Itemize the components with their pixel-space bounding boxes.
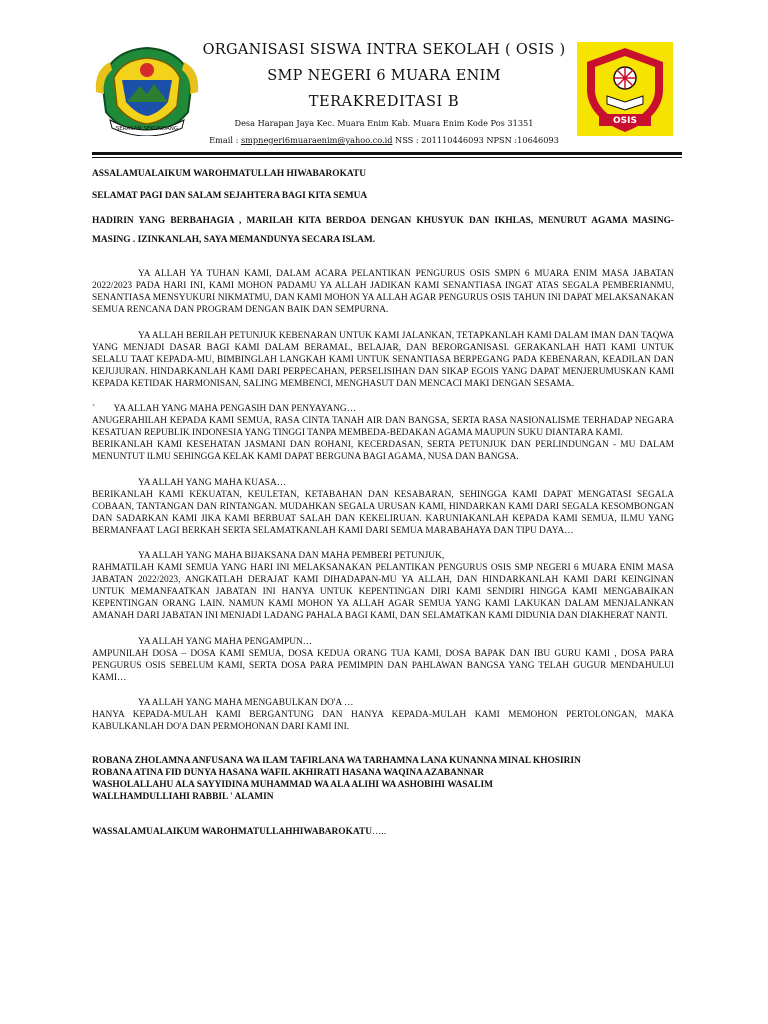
header-divider-thick <box>92 152 682 155</box>
closing-line-4: WALLHAMDULLIAHI RABBIL ' ALAMIN <box>92 792 274 803</box>
final-salam-tail: ….. <box>371 826 387 837</box>
greeting-selamat-pagi: SELAMAT PAGI DAN SALAM SEJAHTERA BAGI KITA SEMUA <box>92 191 368 202</box>
paragraph-6-heading: YA ALLAH YANG MAHA PENGAMPUN… <box>138 636 313 647</box>
paragraph-3-heading: ` YA ALLAH YANG MAHA PENGASIH DAN PENYAYANG… <box>92 404 357 415</box>
paragraph-2: YA ALLAH BERILAH PETUNJUK KEBENARAN UNTUK KAMI JALANKAN, TETAPKANLAH KAMI DALAM IMAN DAN TAQWA YANG MENJADI DASAR BAGI KAMI DALAM BERAMAL, BELAJAR, DAN BERORGANISASI. GERAKANLAH HATI KAMI UNTUK SELALU TAAT KEPADA-MU, BIMBINGLAH LANGKAH KAMI UNTUK SENANTIASA BERPEGANG PADA KEBENARAN, KEADILAN DAN KEJUJURAN. HINDARKANLAH KAMI DARI PERPECAHAN, PERSELISIHAN DAN SIKAP EGOIS YANG DAPAT MENJERUMUSKAN KAMI KEPADA KETIDAK HARMONISAN, SALING MEMBENCI, MENGHASUT DAN MENCACI MAKI DENGAN SESAMA. <box>92 330 674 389</box>
final-salam-text: WASSALAMUALAIKUM WAROHMATULLAHHIWABAROKATU <box>92 826 372 837</box>
paragraph-5-heading: YA ALLAH YANG MAHA BIJAKSANA DAN MAHA PEMBERI PETUNJUK, <box>138 550 445 561</box>
closing-line-2: ROBANA ATINA FID DUNYA HASANA WAFIL AKHIRATI HASANA WAQINA AZABANNAR <box>92 768 484 779</box>
contact-line <box>0 135 768 145</box>
greeting-salam: ASSALAMUALAIKUM WAROHMATULLAH HIWABAROKATU <box>92 169 366 179</box>
final-salam <box>92 826 674 838</box>
paragraph-4: BERIKANLAH KAMI KEKUATAN, KEULETAN, KETABAHAN DAN KESABARAN, SEHINGGA KAMI DAPAT MENGATASI SEGALA COBAAN, TANTANGAN DAN RINTANGAN. MUDAHKAN SEGALA URUSAN KAMI, HINDARKAN KAMI DARI SEGALA KESOMBONGAN DAN SADARKAN KAMI JIKA KAMI BERBUAT SALAH DAN KEKELIRUAN. KARUNIAKANLAH KEPADA KAMI SEMUA, ILMU YANG BERMANFAAT LAGI BERKAH SERTA SELAMATKANLAH KAMI DARI SEMUA MARABAHAYA DAN TIPU DAYA… <box>92 489 674 536</box>
organization-title: ORGANISASI SISWA INTRA SEKOLAH ( OSIS ) <box>202 42 566 58</box>
paragraph-7-heading: YA ALLAH YANG MAHA MENGABULKAN DO'A … <box>138 697 354 708</box>
email-label: Email : <box>209 135 241 145</box>
paragraph-3a: ANUGERAHILAH KEPADA KAMI SEMUA, RASA CINTA TANAH AIR DAN BANGSA, SERTA RASA NASIONALISME TERHADAP NEGARA KESATUAN REPUBLIK INDONESIA YANG TINGGI TANPA MEMBEDA-BEDAKAN AGAMA MAUPUN SUKU DIANTARA KAMI. <box>92 416 674 439</box>
paragraph-1: YA ALLAH YA TUHAN KAMI, DALAM ACARA PELANTIKAN PENGURUS OSIS SMPN 6 MUARA ENIM MASA JABATAN 2022/2023 PADA HARI INI, KAMI MOHON PADAMU YA ALLAH JADIKAN KAMI SENANTIASA INGAT ATAS SEGALA PEMBERIANMU, SENANTIASA MENSYUKURI NIKMATMU, DAN KAMI MOHON YA ALLAH AGAR PENGURUS OSIS TAHUN INI DAPAT MELAKSANAKAN SEMUA RENCANA DAN PROGRAM DENGAN BAIK DAN SEMPURNA. <box>92 269 674 316</box>
email-link[interactable]: smpnegeri6muaraenim@yahoo.co.id <box>240 135 393 145</box>
greeting-hadirin: HADIRIN YANG BERBAHAGIA , MARILAH KITA BERDOA DENGAN KHUSYUK DAN IKHLAS, MENURUT AGAMA MASING- MASING . IZINKANLAH, SAYA MEMANDUNYA SECARA ISLAM. <box>92 216 674 246</box>
letterhead <box>0 0 768 160</box>
osis-logo-icon <box>577 42 673 136</box>
accreditation-status: TERAKREDITASI B <box>308 94 460 110</box>
paragraph-4-heading: YA ALLAH YANG MAHA KUASA… <box>138 477 287 488</box>
closing-line-1: ROBANA ZHOLAMNA ANFUSANA WA ILAM TAFIRLANA WA TARHAMNA LANA KUNANNA MINAL KHOSIRIN <box>92 756 581 767</box>
paragraph-6: AMPUNILAH DOSA – DOSA KAMI SEMUA, DOSA KEDUA ORANG TUA KAMI, DOSA BAPAK DAN IBU GURU KAMI , DOSA PARA PENGURUS OSIS SEBELUM KAMI, SERTA DOSA PARA PEMIMPIN DAN PAHLAWAN BANGSA YANG TELAH GUGUR MENDAHULUI KAMI… <box>92 648 674 683</box>
school-name: SMP NEGERI 6 MUARA ENIM <box>267 68 501 84</box>
paragraph-5: RAHMATILAH KAMI SEMUA YANG HARI INI MELAKSANAKAN PELANTIKAN PENGURUS OSIS SMP NEGERI 6 MUARA ENIM MASA JABATAN 2022/2023, ANGKATLAH DERAJAT KAMI DIHADAPAN-MU YA ALLAH, DAN HINDARKANLAH KAMI DARI KEINGINAN UNTUK MEMANFAATKAN JABATAN INI HANYA UNTUK KEPENTINGAN DIRI KAMI SENDIRI HINGGA KAMI MENGABAIKAN KEPENTINGAN ORANG LAIN. NAMUN KAMI MOHON YA ALLAH AGAR SEMUA YANG KAMI LAKUKAN DALAM MENJALANKAN AMANAH DARI JABATAN INI MENJADI LADANG PAHALA BAGI KAMI, DAN SELAMATKAN KAMI DIDUNIA DAN DIAKHERAT NANTI. <box>92 563 674 622</box>
osis-logo-label: OSIS <box>613 116 637 126</box>
school-address: Desa Harapan Jaya Kec. Muara Enim Kab. Muara Enim Kode Pos 31351 <box>234 118 534 128</box>
paragraph-7: HANYA KEPADA-MULAH KAMI BERGANTUNG DAN HANYA KEPADA-MULAH KAMI MEMOHON PERTOLONGAN, MAKA KABULKANLAH DO'A DAN PERMOHONAN DARI KAMI INI. <box>92 710 674 733</box>
svg-text:SERASAN SEKUNDANG: SERASAN SEKUNDANG <box>115 126 179 132</box>
nss-npsn: NSS : 201110446093 NPSN :10646093 <box>392 135 559 145</box>
paragraph-3b: BERIKANLAH KAMI KESEHATAN JASMANI DAN ROHANI, KECERDASAN, SERTA PETUNJUK DAN PERLINDUNGAN - MU DALAM MENUNTUT ILMU SEHINGGA KELAK KAMI DAPAT BERGUNA BAGI AGAMA, NUSA DAN BANGSA. <box>92 440 674 463</box>
closing-line-3: WASHOLALLAHU ALA SAYYIDINA MUHAMMAD WA ALA ALIHI WA ASHOBIHI WASALIM <box>92 780 494 791</box>
header-divider-thin <box>92 157 682 158</box>
prayer-document-body <box>92 168 674 838</box>
